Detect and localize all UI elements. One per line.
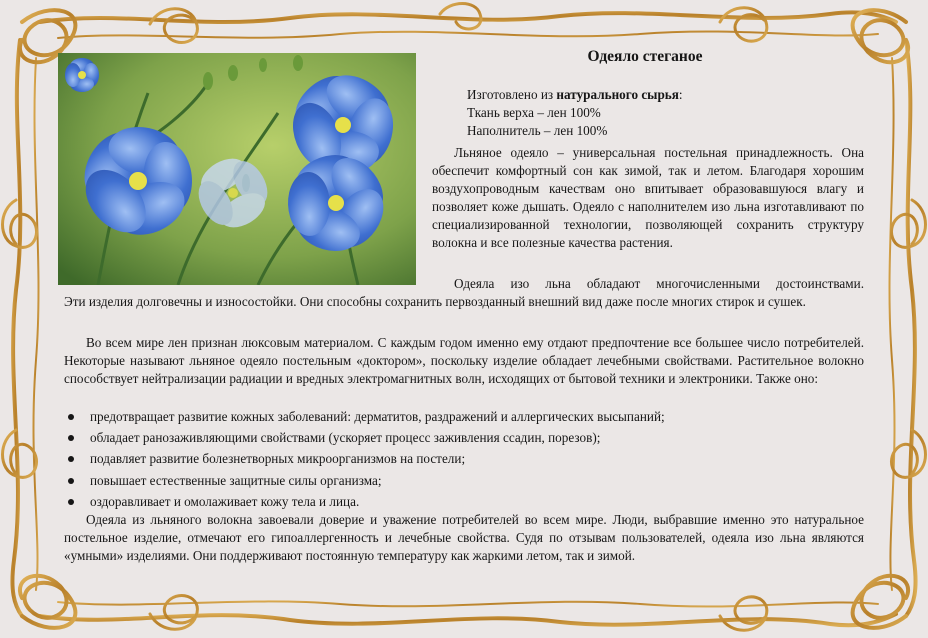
benefits-list [64,406,864,512]
paragraph-advantages-start: Одеяла изо льна обладают многочисленными достоинствами. [454,276,864,291]
document-title: Одеяло стеганое [587,48,703,65]
material-bold: натурального сырья [556,87,679,102]
list-item: повышает естественные защитные силы организма; [64,470,864,491]
material-line [467,86,683,104]
material-suffix: : [678,87,683,102]
list-item: предотвращает развитие кожных заболеваний: дерматитов, раздражений и аллергических высыпаний; [64,406,864,427]
list-item: подавляет развитие болезнетворных микроорганизмов на постели; [64,448,864,469]
cover-fabric-line: Ткань верха – лен 100% [467,105,601,120]
material-prefix: Изготовлено из [467,87,557,102]
paragraph-advantages-rest: Эти изделия долговечны и износостойки. Они способны сохранить первозданный внешний вид даже после многих стирок и сушек. [64,294,806,309]
list-item: оздоравливает и омолаживает кожу тела и лица. [64,491,864,512]
blue-flax-flowers-icon [58,53,416,285]
paragraph-trust: Одеяла из льняного волокна завоевали доверие и уважение потребителей во всем мире. Люди, выбравшие именно это натуральное постельное изделие, отмечают его гипоаллергенность и лечебные свойства. Судя по отзывам пользователей, одеяла изо льна являются «умными» изделиями. Они поддерживают постоянную температуру как жаркими летом, так и зимой. [64,512,864,564]
list-item: обладает ранозаживляющими свойствами (ускоряет процесс заживления ссадин, порезов); [64,427,864,448]
paragraph-universal: Льняное одеяло – универсальная постельная принадлежность. Она обеспечит комфортный сон как зимой, так и летом. Благодаря хорошим воздухопроводным качествам оно впитывает образовавшуюся влагу и позволяет коже дышать. Одеяло с наполнителем изо льна изготавливают по специализированной технологии, позволяющей сохранить структуру волокна и все полезные качества растения. [432,145,864,251]
filler-line: Наполнитель – лен 100% [467,123,608,138]
paragraph-luxury: Во всем мире лен признан люксовым материалом. С каждым годом именно ему отдают предпочтение все большее число потребителей. Некоторые называют льняное одеяло постельным «доктором», поскольку изделие обладает лечебными свойствами. Растительное волокно способствует нейтрализации радиации и вредных электромагнитных волн, исходящих от бытовой техники и электроники. Также оно: [64,335,864,387]
flax-flowers-photo [58,53,416,285]
